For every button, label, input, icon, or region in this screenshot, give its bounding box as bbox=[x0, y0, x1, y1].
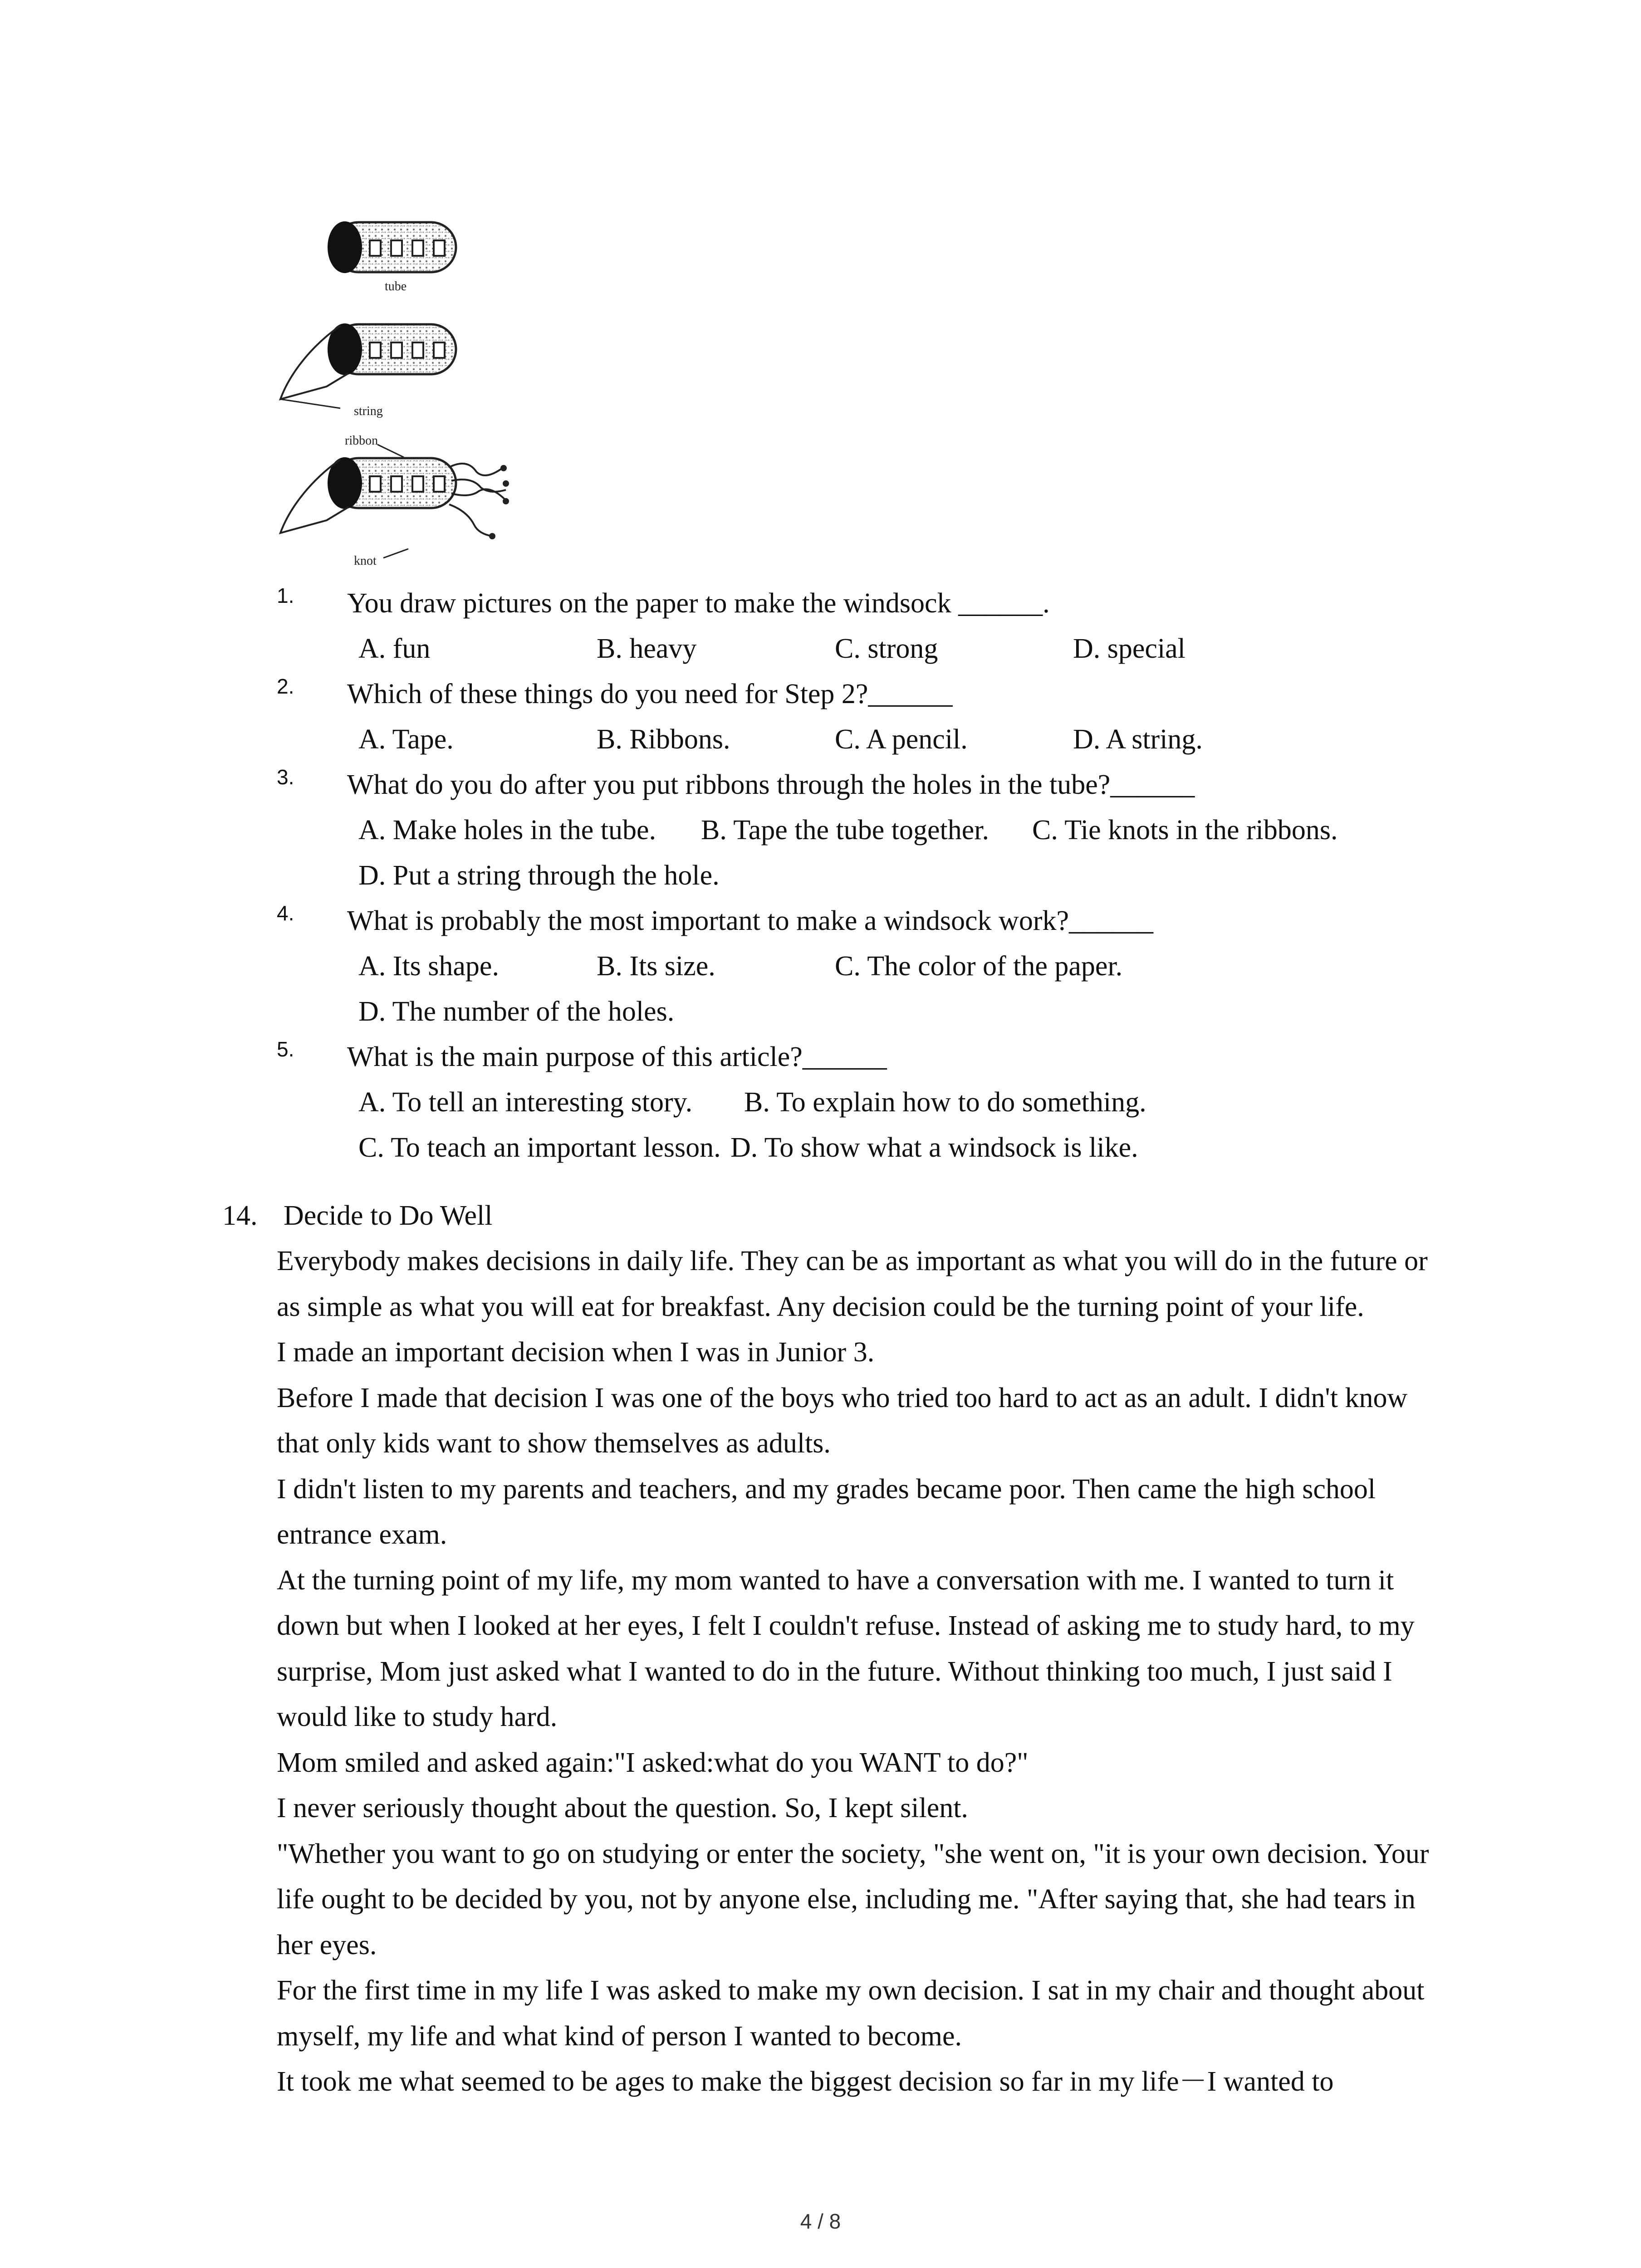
passage-paragraph: It took me what seemed to be ages to make the biggest decision so far in my life－I wanted to bbox=[277, 2066, 1334, 2097]
windsock-illustration bbox=[272, 209, 526, 585]
question-text: You draw pictures on the paper to make the windsock ______. bbox=[347, 588, 1050, 619]
answer-options bbox=[272, 1080, 1497, 1125]
tube-label: tube bbox=[385, 279, 407, 293]
answer-options bbox=[272, 989, 1497, 1034]
passage-paragraph: Mom smiled and asked again:"I asked:what do you WANT to do?" bbox=[277, 1747, 1029, 1778]
passage-title: Decide to Do Well bbox=[284, 1200, 493, 1231]
question-text: What is probably the most important to make a windsock work?______ bbox=[347, 905, 1153, 936]
option-b: B. heavy bbox=[597, 633, 697, 664]
option-b: B. To explain how to do something. bbox=[744, 1087, 1146, 1118]
question-item bbox=[272, 762, 1497, 807]
option-d: D. The number of the holes. bbox=[358, 996, 675, 1027]
option-b: B. Ribbons. bbox=[597, 724, 730, 755]
option-d: D. Put a string through the hole. bbox=[358, 860, 720, 891]
answer-options bbox=[272, 1125, 1497, 1170]
answer-options bbox=[272, 717, 1497, 762]
question-item bbox=[272, 671, 1497, 717]
string-label: string bbox=[354, 404, 383, 418]
question-number: 1. bbox=[277, 584, 294, 607]
passage-paragraph: "Whether you want to go on studying or enter the society, "she went on, "it is your own decision. Your life ought to be decided by you, not by anyone else, including me. "After saying that, she had tears in her eyes. bbox=[277, 1838, 1429, 1960]
option-c: C. A pencil. bbox=[835, 724, 968, 755]
question-list bbox=[272, 581, 1497, 1170]
option-b: B. Its size. bbox=[597, 951, 715, 982]
question-number: 5. bbox=[277, 1037, 294, 1061]
page-number: 4 / 8 bbox=[800, 2209, 841, 2233]
question-number: 4. bbox=[277, 901, 294, 925]
option-d: D. To show what a windsock is like. bbox=[730, 1132, 1138, 1163]
question-text: What is the main purpose of this article?______ bbox=[347, 1041, 887, 1072]
tube-with-string-drawing bbox=[280, 323, 456, 418]
question-item bbox=[272, 581, 1497, 626]
option-c: C. strong bbox=[835, 633, 938, 664]
tube-drawing bbox=[328, 221, 456, 293]
option-b: B. Tape the tube together. bbox=[701, 815, 989, 846]
answer-options bbox=[272, 626, 1497, 671]
option-a: A. fun bbox=[358, 633, 431, 664]
option-c: C. To teach an important lesson. bbox=[358, 1132, 721, 1163]
passage-paragraph: At the turning point of my life, my mom wanted to have a conversation with me. I wanted to turn it down but when I looked at her eyes, I felt I couldn't refuse. Instead of asking me to study hard, to my surprise, Mom just asked what I wanted to do in the future. Without thinking too much, I just said I would like to study hard. bbox=[277, 1564, 1415, 1732]
passage-paragraph: For the first time in my life I was asked to make my own decision. I sat in my chair and thought about myself, my life and what kind of person I wanted to become. bbox=[277, 1975, 1425, 2052]
option-c: C. Tie knots in the ribbons. bbox=[1032, 815, 1338, 846]
knot-label: knot bbox=[354, 554, 377, 568]
answer-options bbox=[272, 853, 1497, 898]
option-a: A. Tape. bbox=[358, 724, 454, 755]
option-a: A. Make holes in the tube. bbox=[358, 815, 656, 846]
passage-paragraph: I never seriously thought about the question. So, I kept silent. bbox=[277, 1793, 968, 1823]
question-number: 3. bbox=[277, 765, 294, 789]
reading-passage bbox=[222, 1193, 1447, 2105]
passage-heading bbox=[222, 1193, 1447, 1238]
answer-options bbox=[272, 807, 1497, 853]
option-d: D. special bbox=[1073, 633, 1185, 664]
passage-paragraph: Everybody makes decisions in daily life. They can be as important as what you will do in the future or as simple as what you will eat for breakfast. Any decision could be the turning point of your life. bbox=[277, 1246, 1428, 1322]
option-c: C. The color of the paper. bbox=[835, 951, 1123, 982]
question-text: Which of these things do you need for Step 2?______ bbox=[347, 679, 953, 709]
ribbon-label: ribbon bbox=[345, 434, 378, 448]
windsock-steps-figure bbox=[272, 209, 526, 585]
option-a: A. Its shape. bbox=[358, 951, 499, 982]
passage-paragraph: I made an important decision when I was in Junior 3. bbox=[277, 1337, 875, 1368]
passage-number: 14. bbox=[222, 1200, 258, 1231]
question-item bbox=[272, 898, 1497, 943]
question-text: What do you do after you put ribbons through the holes in the tube?______ bbox=[347, 769, 1195, 800]
finished-windsock-drawing bbox=[280, 434, 509, 568]
option-a: A. To tell an interesting story. bbox=[358, 1087, 693, 1118]
question-item bbox=[272, 1034, 1497, 1080]
option-d: D. A string. bbox=[1073, 724, 1203, 755]
question-number: 2. bbox=[277, 675, 294, 698]
passage-paragraph: I didn't listen to my parents and teachers, and my grades became poor. Then came the high school entrance exam. bbox=[277, 1473, 1376, 1550]
passage-paragraph: Before I made that decision I was one of the boys who tried too hard to act as an adult. I didn't know that only kids want to show themselves as adults. bbox=[277, 1382, 1408, 1459]
answer-options bbox=[272, 943, 1497, 989]
